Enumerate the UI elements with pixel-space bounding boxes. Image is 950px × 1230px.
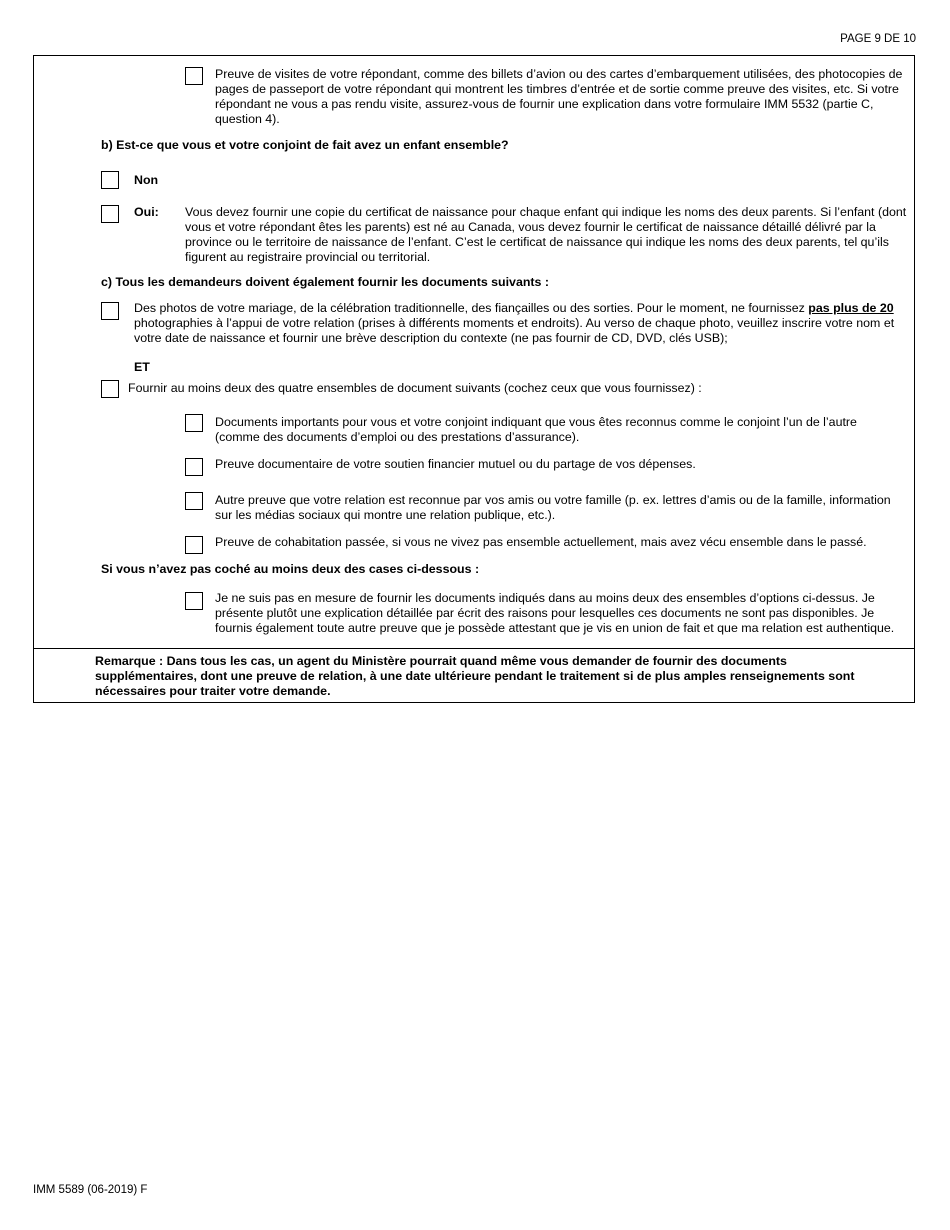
and-label: ET [134, 360, 150, 374]
no-label: Non [134, 173, 159, 187]
unable-to-provide-text: Je ne suis pas en mesure de fournir les documents indiqués dans au moins deux des ensembles d’options ci-dessus. Je présente plutôt une explication détaillée par écrit des raisons pour lesquelles ces documents ne sont pas disponibles. Je fournis également toute autre preuve que je possède attestant que je vis en union de fait et que ma relation est authentique. [215, 591, 895, 635]
section-b-question: b) Est-ce que vous et votre conjoint de fait avez un enfant ensemble? [101, 138, 509, 152]
no-checkbox[interactable] [101, 171, 119, 189]
financial-support-text: Preuve documentaire de votre soutien financier mutuel ou du partage de vos dépenses. [215, 457, 696, 471]
unable-to-provide-checkbox[interactable] [185, 592, 203, 610]
page-number: PAGE 9 DE 10 [840, 33, 916, 45]
yes-explanation: Vous devez fournir une copie du certificat de naissance pour chaque enfant qui indique les noms des deux parents. Si l’enfant (dont vous et votre répondant êtes les parents) est né au Canada, vous devez fournir le certificat de naissance détaillé délivré par la province ou le territoire de naissance de l’enfant. C’est le certificat de naissance qui indique les noms des deux parents, tel qu’ils figurent au registraire provincial ou territorial. [185, 205, 907, 264]
visits-proof-text: Preuve de visites de votre répondant, comme des billets d’avion ou des cartes d’embarquement utilisées, des photocopies de pages de passeport de votre répondant qui montrent les timbres d’entrée et de sortie comme preuve des visites, etc. Si votre répondant ne vous a pas rendu visite, assurez-vous de fournir une explication dans votre formulaire IMM 5532 (partie C, question 4). [215, 67, 903, 126]
other-proof-checkbox[interactable] [185, 492, 203, 510]
if-not-checked-heading: Si vous n’avez pas coché au moins deux des cases ci-dessous : [101, 562, 480, 576]
past-cohabitation-text: Preuve de cohabitation passée, si vous ne vivez pas ensemble actuellement, mais avez vécu ensemble dans le passé. [215, 535, 867, 549]
past-cohabitation-checkbox[interactable] [185, 536, 203, 554]
section-c-heading: c) Tous les demandeurs doivent également fournir les documents suivants : [101, 275, 549, 289]
important-documents-checkbox[interactable] [185, 414, 203, 432]
photos-checkbox[interactable] [101, 302, 119, 320]
important-documents-text: Documents importants pour vous et votre conjoint indiquant que vous êtes reconnus comme le conjoint l’un de l’autre (comme des documents d’emploi ou des prestations d’assurance). [215, 415, 857, 444]
two-of-four-checkbox[interactable] [101, 380, 119, 398]
note-divider [34, 648, 914, 649]
two-of-four-text: Fournir au moins deux des quatre ensembles de document suivants (cochez ceux que vous fournissez) : [128, 381, 702, 395]
photos-limit-emphasis: pas plus de 20 [808, 301, 894, 315]
financial-support-checkbox[interactable] [185, 458, 203, 476]
other-proof-text: Autre preuve que votre relation est reconnue par vos amis ou votre famille (p. ex. lettres d’amis ou de la famille, information sur les médias sociaux qui montre une relation publique, etc.). [215, 493, 891, 522]
form-code: IMM 5589 (06-2019) F [33, 1184, 148, 1196]
yes-checkbox[interactable] [101, 205, 119, 223]
photos-text: Des photos de votre mariage, de la célébration traditionnelle, des fiançailles ou des sorties. Pour le moment, ne fournissez pas plus de 20 photographies à l’appui de votre relation (prises à différents moments et endroits). Au verso de chaque photo, veuillez inscrire votre nom et votre date de naissance et fournir une brève description du contexte (ne pas fournir de CD, DVD, clés USB); [134, 301, 895, 345]
note-remark: Remarque : Dans tous les cas, un agent du Ministère pourrait quand même vous demander de fournir des documents supplémentaires, dont une preuve de relation, à une date ultérieure pendant le traitement si de plus amples renseignements sont nécessaires pour traiter votre demande. [95, 654, 855, 698]
visits-proof-checkbox[interactable] [185, 67, 203, 85]
yes-label: Oui: [134, 205, 159, 219]
checklist-frame [33, 55, 915, 703]
